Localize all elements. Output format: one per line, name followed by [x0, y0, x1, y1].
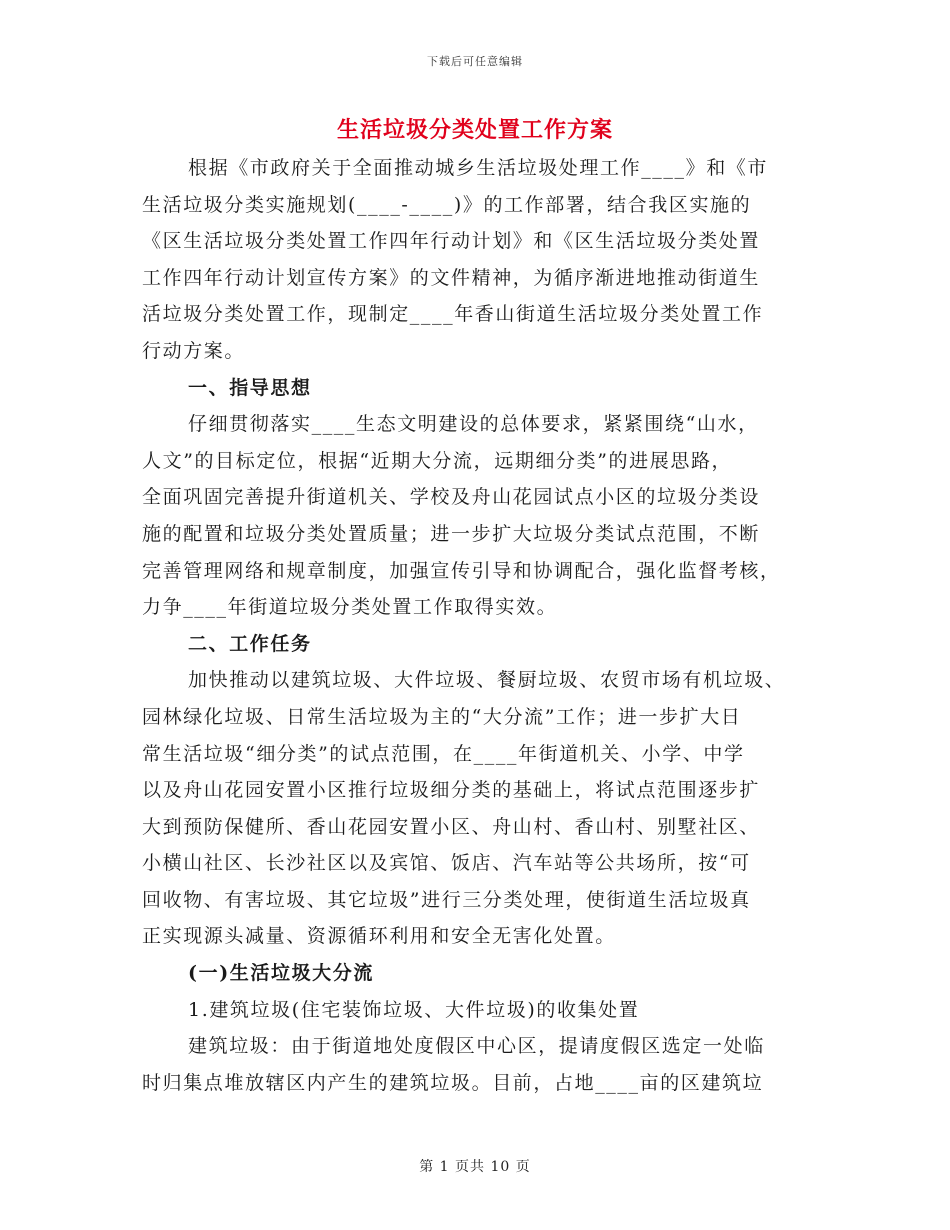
paragraph-line: 建筑垃圾：由于街道地处度假区中心区，提请度假区选定一处临	[188, 1035, 765, 1058]
paragraph-line: 人文”的目标定位，根据“近期大分流，远期细分类”的进展思路，	[142, 449, 733, 472]
paragraph-line: 正实现源头减量、资源循环利用和安全无害化处置。	[142, 925, 616, 948]
paragraph-line: 小横山社区、长沙社区以及宾馆、饭店、汽车站等公共场所，按“可	[142, 852, 751, 875]
paragraph-line: 大到预防保健所、香山花园安置小区、舟山村、香山村、别墅社区、	[142, 815, 761, 838]
paragraph-line: 回收物、有害垃圾、其它垃圾”进行三分类处理，使街道生活垃圾真	[142, 888, 751, 911]
paragraph-line: 以及舟山花园安置小区推行垃圾细分类的基础上，将试点范围逐步扩	[142, 779, 761, 802]
paragraph-line: 加快推动以建筑垃圾、大件垃圾、餐厨垃圾、农贸市场有机垃圾、	[188, 669, 786, 692]
section-heading: (一)生活垃圾大分流	[188, 962, 374, 985]
paragraph-line: 完善管理网络和规章制度，加强宣传引导和协调配合，强化监督考核，	[142, 559, 781, 582]
paragraph-line: 生活垃圾分类实施规划(____-____)》的工作部署，结合我区实施的	[142, 193, 752, 216]
header-note: 下载后可任意编辑	[427, 55, 523, 68]
document-title: 生活垃圾分类处置工作方案	[336, 117, 613, 143]
paragraph-line: 力争____年街道垃圾分类处置工作取得实效。	[142, 596, 558, 619]
paragraph-line: 常生活垃圾“细分类”的试点范围，在____年街道机关、小学、中学	[142, 742, 745, 765]
paragraph-line: 时归集点堆放辖区内产生的建筑垃圾。目前，占地____亩的区建筑垃	[142, 1071, 764, 1094]
page-footer: 第 1 页共 10 页	[419, 1159, 531, 1175]
paragraph-line: 行动方案。	[142, 339, 246, 362]
document-body	[142, 150, 810, 1101]
section-heading: 二、工作任务	[188, 632, 312, 655]
section-heading: 一、指导思想	[188, 376, 312, 399]
paragraph-line: 《区生活垃圾分类处置工作四年行动计划》和《区生活垃圾分类处置	[142, 230, 761, 253]
paragraph-line: 工作四年行动计划宣传方案》的文件精神，为循序渐进地推动街道生	[142, 266, 761, 289]
paragraph-line: 施的配置和垃圾分类处置质量；进一步扩大垃圾分类试点范围，不断	[142, 522, 761, 545]
paragraph-line: 仔细贯彻落实____生态文明建设的总体要求，紧紧围绕“山水，	[188, 413, 759, 436]
paragraph-line: 1.建筑垃圾(住宅装饰垃圾、大件垃圾)的收集处置	[188, 998, 640, 1021]
paragraph-line: 园林绿化垃圾、日常生活垃圾为主的“大分流”工作；进一步扩大日	[142, 705, 742, 728]
paragraph-line: 全面巩固完善提升街道机关、学校及舟山花园试点小区的垃圾分类设	[142, 486, 761, 509]
paragraph-line: 活垃圾分类处置工作，现制定____年香山街道生活垃圾分类处置工作	[142, 303, 764, 326]
paragraph-line: 根据《市政府关于全面推动城乡生活垃圾处理工作____》和《市	[188, 157, 769, 179]
